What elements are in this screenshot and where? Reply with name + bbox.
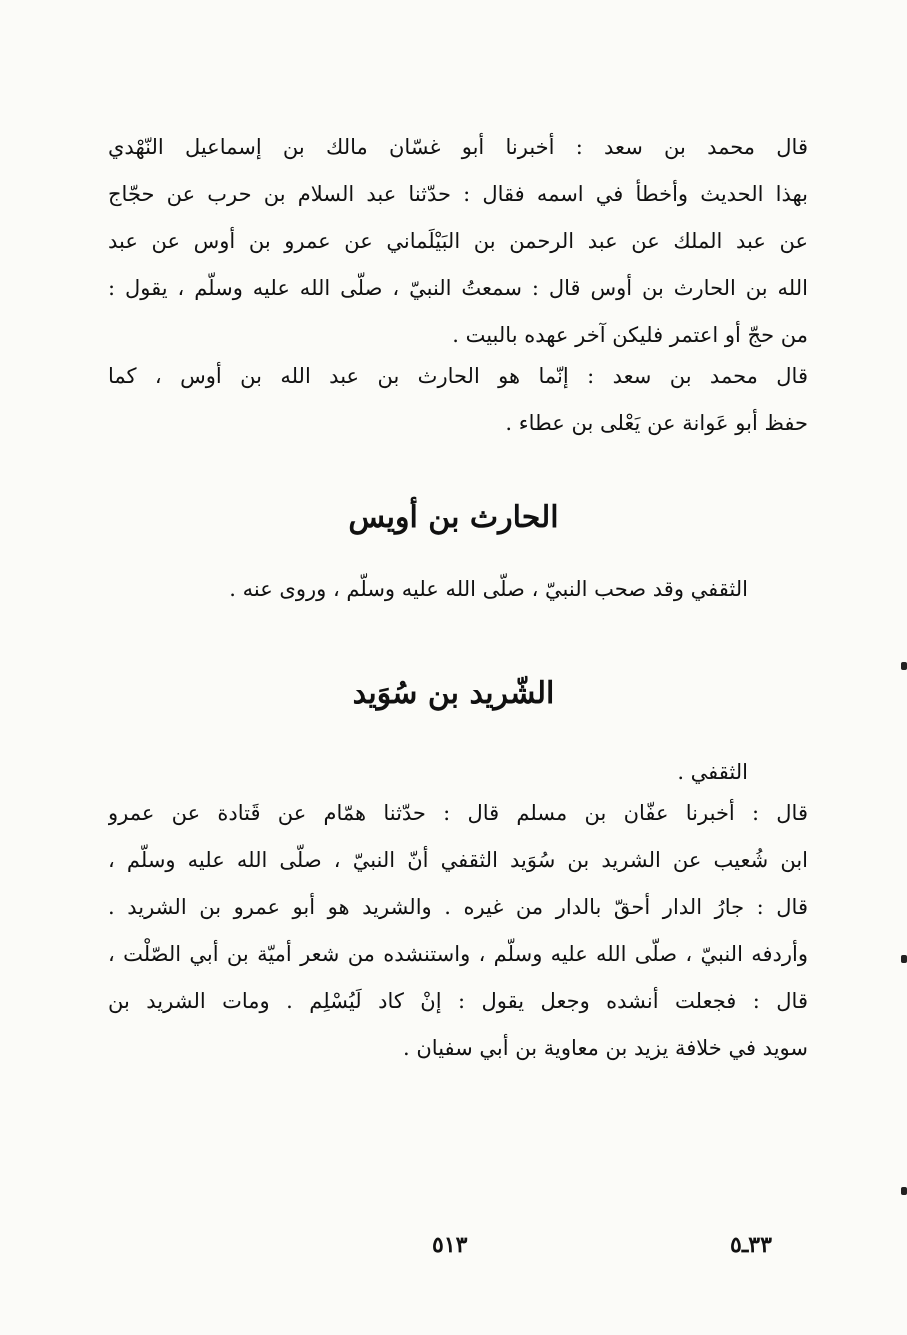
section-intro-harith: الثقفي وقد صحب النبيّ ، صلّى الله عليه وسلّم ، وروى عنه . (229, 577, 748, 601)
signature-mark: ٣٣ـ٥ (730, 1232, 772, 1258)
text-line: قال محمد بن سعد : أخبرنا أبو غسّان مالك بن إسماعيل النّهْدي (108, 135, 808, 159)
section-heading-sharid: الشّريد بن سُوَيد (352, 676, 555, 711)
scan-speck (901, 662, 907, 670)
section-heading-harith: الحارث بن أويس (348, 500, 559, 535)
text-line: حفظ أبو عَوانة عن يَعْلى بن عطاء . (505, 411, 808, 435)
text-line: من حجّ أو اعتمر فليكن آخر عهده بالبيت . (452, 323, 808, 347)
text-line: وأردفه النبيّ ، صلّى الله عليه وسلّم ، واستنشده من شعر أميّة بن أبي الصّلْت ، (108, 942, 808, 966)
paragraph-3 (108, 790, 808, 1072)
text-line: سويد في خلافة يزيد بن معاوية بن أبي سفيان . (403, 1036, 808, 1060)
text-line: الله بن الحارث بن أوس قال : سمعتُ النبيّ ، صلّى الله عليه وسلّم ، يقول : (108, 276, 808, 300)
text-line: ابن شُعيب عن الشريد بن سُوَيد الثقفي أنّ النبيّ ، صلّى الله عليه وسلّم ، (108, 848, 808, 872)
text-line: قال : جارُ الدار أحقّ بالدار من غيره . والشريد هو أبو عمرو بن الشريد . (108, 895, 808, 919)
scan-speck (901, 955, 907, 963)
section-intro-sharid: الثقفي . (677, 760, 748, 784)
text-line: بهذا الحديث وأخطأ في اسمه فقال : حدّثنا عبد السلام بن حرب عن حجّاج (108, 182, 808, 206)
paragraph-1 (108, 124, 808, 359)
text-line: قال : أخبرنا عفّان بن مسلم قال : حدّثنا همّام عن قَتادة عن عمرو (108, 801, 808, 825)
text-line: قال : فجعلت أنشده وجعل يقول : إنْ كاد لَيُسْلِم . ومات الشريد بن (108, 989, 808, 1013)
scan-speck (901, 1187, 907, 1195)
text-line: عن عبد الملك عن عبد الرحمن بن البَيْلَماني عن عمرو بن أوس عن عبد (108, 229, 808, 253)
page-number: ٥١٣ (432, 1232, 468, 1258)
paragraph-2 (108, 353, 808, 447)
text-line: قال محمد بن سعد : إنّما هو الحارث بن عبد الله بن أوس ، كما (108, 364, 808, 388)
